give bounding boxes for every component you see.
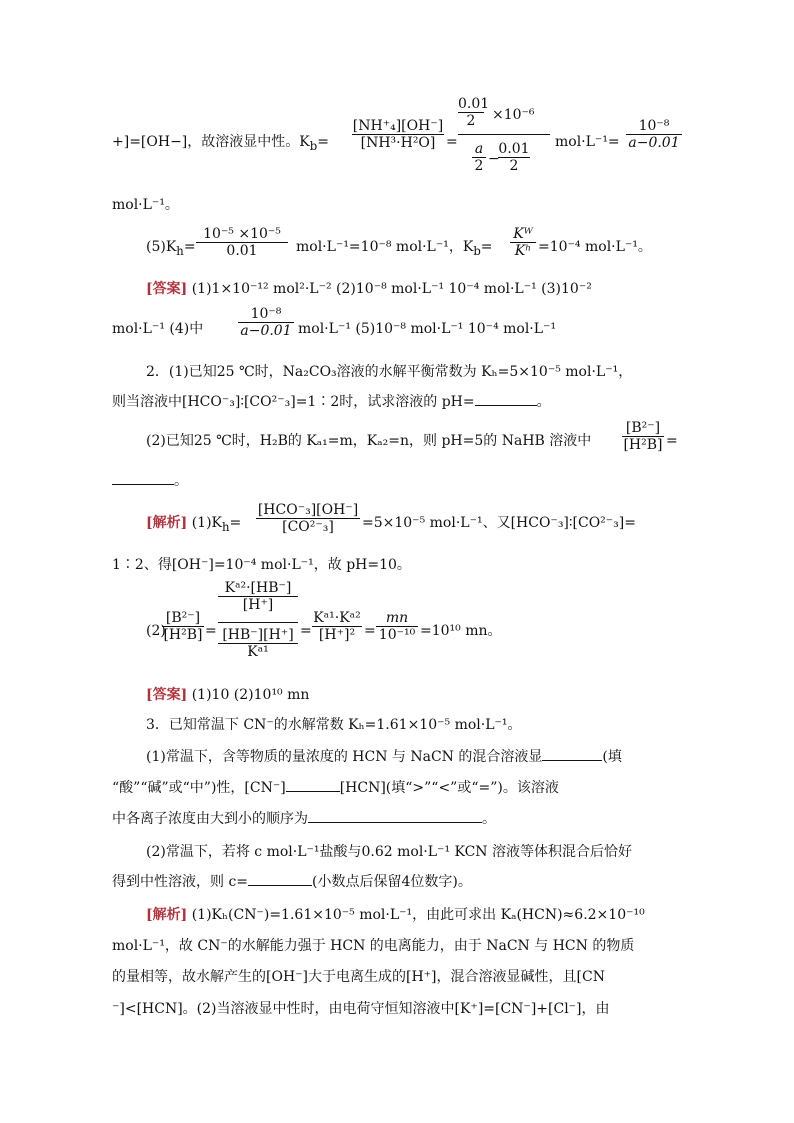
answer-blank[interactable]: [308, 822, 482, 823]
kh-fraction: [196, 226, 288, 259]
result-fraction: [626, 118, 682, 151]
text-span: 。: [536, 394, 551, 410]
answer-text: mol·L⁻¹ (4)中: [112, 321, 204, 337]
fraction-denominator: a−0.01: [238, 322, 294, 339]
multiplier: ×10⁻⁶: [492, 107, 535, 123]
compound-numerator: [458, 96, 550, 134]
answer-fraction: [238, 306, 294, 339]
answer-blank[interactable]: [112, 484, 174, 485]
compound-denominator: [458, 134, 550, 179]
sub-fraction: [498, 141, 530, 174]
answer-text: mol·L⁻¹ (5)10⁻⁸ mol·L⁻¹ 10⁻⁴ mol·L⁻¹: [298, 321, 557, 337]
compound-fraction: [218, 580, 298, 665]
text-span: (2): [146, 623, 166, 639]
question-3-line: [112, 810, 496, 828]
text-span: 中各离子浓度由大到小的顺序为: [112, 811, 308, 827]
text-span: =10⁻⁴ mol·L⁻¹。: [538, 239, 652, 255]
text-span: 。: [482, 811, 496, 827]
fraction-denominator: [H⁺]: [218, 596, 298, 613]
fraction-numerator: [HB⁻][H⁺]: [222, 627, 294, 643]
fraction-numerator: 10⁻⁸: [638, 118, 670, 134]
fraction-denominator: [CO²⁻₃]: [256, 518, 360, 535]
fraction-numerator: Kᵃ¹·Kᵃ²: [313, 610, 361, 626]
text-span: =: [480, 239, 493, 255]
unit-line: mol·L⁻¹。: [112, 197, 179, 213]
text-span: =: [229, 515, 242, 531]
kb-expression-line: [112, 133, 329, 155]
fraction-denominator: [NH³·H²O]: [352, 134, 444, 151]
fraction-numerator: Kᵂ: [513, 226, 533, 242]
fraction-numerator: a: [474, 141, 484, 157]
fraction-numerator: [B²⁻]: [625, 420, 661, 436]
text-span: “酸”“碱”或“中”)性，[CN⁻]: [112, 780, 286, 796]
equals-sign: =: [300, 623, 312, 639]
fraction-denominator: [H⁺]²: [312, 626, 362, 643]
solution-3-line: [146, 906, 645, 924]
text-span: =: [317, 134, 329, 150]
kb-fraction: [352, 118, 444, 151]
text-span: (5)K: [146, 239, 177, 255]
fraction-numerator: [B²⁻]: [165, 610, 201, 626]
sub-fraction: [458, 96, 490, 129]
compound-denominator: [218, 622, 298, 665]
fraction-denominator: 0.01: [196, 242, 288, 259]
fraction-denominator: 10⁻¹⁰: [376, 626, 418, 643]
kh-line-mid: [296, 238, 493, 260]
answer-text: (1)1×10⁻¹² mol²·L⁻² (2)10⁻⁸ mol·L⁻¹ 10⁻⁴ mol·L⁻¹ (3)10⁻²: [191, 281, 592, 297]
answer-label: [答案]: [146, 687, 188, 703]
ratio-fraction: [162, 610, 204, 643]
solution-3-line: mol·L⁻¹，故 CN⁻的水解能力强于 HCN 的电离能力，由于 NaCN 与 HCN 的物质: [112, 938, 635, 954]
mn-fraction: [376, 610, 418, 643]
equals-sign: =: [364, 623, 376, 639]
fraction-numerator: [HCO⁻₃][OH⁻]: [257, 502, 359, 518]
solution-label: [解析]: [146, 515, 188, 531]
sub-fraction: [472, 141, 486, 174]
fraction-denominator: Kʰ: [510, 242, 536, 259]
question-2-line: [112, 393, 551, 411]
text-span: =10¹⁰ mn。: [420, 623, 502, 639]
solution-2-line: 1∶2、得[OH⁻]=10⁻⁴ mol·L⁻¹，故 pH=10。: [112, 557, 411, 573]
solution-3-line: ⁻]<[HCN]。(2)当溶液显中性时，由电荷守恒知溶液中[K⁺]=[CN⁻]+[Cl⁻]，由: [112, 1001, 610, 1017]
subscript: b: [309, 138, 318, 153]
text-span: (1)K: [191, 515, 222, 531]
question-2-line: 2．(1)已知25 ℃时，Na₂CO₃溶液的水解平衡常数为 Kₕ=5×10⁻⁵ mol·L⁻¹，: [146, 364, 633, 380]
compound-fraction: [458, 96, 550, 179]
text-span: (1)Kₕ(CN⁻)=1.61×10⁻⁵ mol·L⁻¹，由此可求出 Kₐ(HCN)≈6.2×10⁻¹⁰: [191, 907, 645, 923]
fraction-numerator: [NH⁺₄][OH⁻]: [352, 118, 444, 134]
fraction-numerator: 0.01: [498, 141, 530, 157]
subscript: h: [176, 243, 184, 258]
answer-blank[interactable]: [542, 760, 602, 761]
fraction-numerator: 0.01: [458, 96, 490, 112]
fraction-denominator: [H²B]: [163, 627, 203, 643]
fraction-denominator: Kᵃ¹: [218, 643, 298, 660]
text-span: (1)常温下，含等物质的量浓度的 HCN 与 NaCN 的混合溶液显: [146, 749, 543, 765]
text-span: 则当溶液中[HCO⁻₃]∶[CO²⁻₃]=1∶2时，试求溶液的 pH=: [112, 394, 475, 410]
solution-label: [解析]: [146, 907, 188, 923]
kh-line: [146, 238, 196, 260]
solution-2-line: [146, 514, 241, 536]
question-3-line: 3．已知常温下 CN⁻的水解常数 Kₕ=1.61×10⁻⁵ mol·L⁻¹。: [146, 717, 522, 733]
answer-blank[interactable]: [286, 791, 340, 792]
answer-text: (1)10 (2)10¹⁰ mn: [191, 687, 310, 703]
question-2-blank-line: [112, 472, 188, 490]
subscript: b: [473, 243, 481, 258]
kh-ratio-fraction: [256, 502, 360, 535]
text-span: =: [666, 433, 678, 449]
kw-kh-fraction: [510, 226, 536, 259]
text-span: 得到中性溶液，则 c=: [112, 874, 249, 890]
fraction-numerator: Kᵃ²·[HB⁻]: [224, 580, 292, 596]
ka-product-fraction: [312, 610, 362, 643]
answer-blank[interactable]: [475, 405, 537, 406]
fraction-numerator: mn: [385, 610, 409, 626]
fraction-numerator: 10⁻⁸: [250, 306, 282, 322]
text-span: 。: [174, 473, 188, 489]
fraction-denominator: [H²B]: [623, 437, 663, 453]
answer-2-line: [146, 686, 309, 704]
fraction-numerator: 10⁻⁵ ×10⁻⁵: [203, 226, 281, 242]
text-span: =: [183, 239, 196, 255]
answer-label: [答案]: [146, 281, 188, 297]
fraction-denominator: a−0.01: [626, 134, 682, 151]
text-span: [HCN](填“>”“<”或“=”)。该溶液: [339, 780, 559, 796]
question-3-line: (2)常温下，若将 c mol·L⁻¹盐酸与0.62 mol·L⁻¹ KCN 溶液等体积混合后恰好: [146, 844, 632, 860]
unit-text: mol·L⁻¹=: [555, 134, 620, 150]
question-2-line: (2)已知25 ℃时，H₂B的 Kₐ₁=m，Kₐ₂=n，则 pH=5的 NaHB 溶液中: [146, 433, 592, 449]
text-span: =5×10⁻⁵ mol·L⁻¹、又[HCO⁻₃]∶[CO²⁻₃]=: [362, 515, 636, 531]
fraction-denominator: 2: [472, 157, 486, 174]
minus-sign: −: [488, 151, 500, 167]
text-span: (小数点后保留4位数字)。: [312, 874, 472, 890]
answer-1-line: [146, 280, 592, 298]
subscript: h: [222, 519, 230, 534]
equals-sign: =: [205, 623, 217, 639]
text-span: (填: [602, 749, 622, 765]
ratio-fraction: [622, 420, 664, 453]
text-span: mol·L⁻¹=10⁻⁸ mol·L⁻¹，K: [296, 239, 474, 255]
compound-numerator: [218, 580, 298, 622]
equals-sign: =: [446, 134, 458, 150]
fraction-denominator: 2: [458, 112, 484, 129]
question-3-line: [146, 748, 622, 766]
answer-blank[interactable]: [248, 885, 312, 886]
question-3-line: [112, 873, 472, 891]
text-span: +]=[OH−]，故溶液显中性。K: [112, 134, 310, 150]
solution-3-line: 的量相等，故水解产生的[OH⁻]大于电离生成的[H⁺]，混合溶液显碱性，且[CN: [112, 969, 605, 985]
fraction-denominator: 2: [498, 157, 530, 174]
question-3-line: [112, 779, 559, 797]
